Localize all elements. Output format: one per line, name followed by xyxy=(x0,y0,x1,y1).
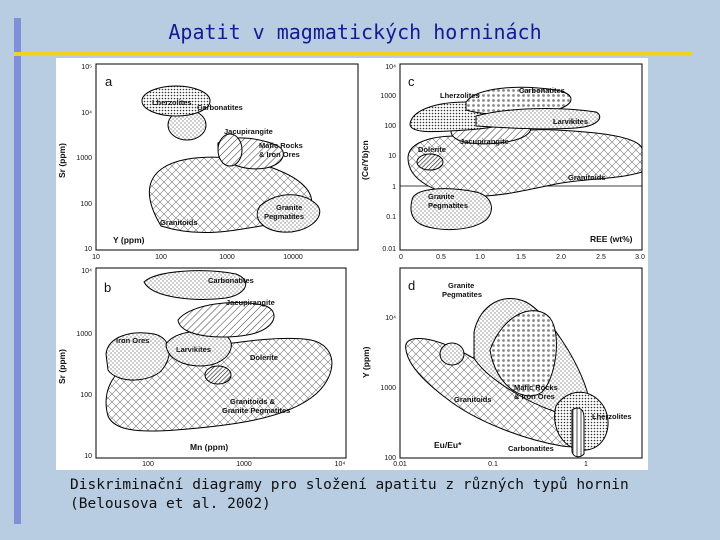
label-b-jacupirangite: Jacupirangite xyxy=(226,298,275,307)
tick-b-y-2: 100 xyxy=(80,392,92,399)
panel-c-y-label: (Ce/Yb)cn xyxy=(360,140,370,180)
label-c-carbonatites: Carbonatites xyxy=(519,86,565,95)
tick-d-y-0: 10⁴ xyxy=(385,315,396,322)
figure-caption xyxy=(70,476,690,514)
tick-c-y-3: 10 xyxy=(388,153,396,160)
left-accent-bar xyxy=(14,18,21,524)
tick-c-x-5: 2.5 xyxy=(596,254,606,261)
tick-d-x-1: 0.1 xyxy=(488,461,498,468)
label-d-granitoids: Granitoids xyxy=(454,395,492,404)
tick-c-y-1: 1000 xyxy=(380,93,396,100)
label-c-granite: Granite xyxy=(428,192,455,201)
tick-d-x-0: 0.01 xyxy=(393,461,407,468)
tick-c-y-5: 0.1 xyxy=(386,214,396,221)
tick-b-y-1: 1000 xyxy=(76,331,92,338)
tick-d-x-2: 1 xyxy=(584,461,588,468)
tick-c-x-4: 2.0 xyxy=(556,254,566,261)
panel-d-fields xyxy=(406,299,608,457)
tick-c-x-2: 1.0 xyxy=(475,254,485,261)
label-a-granite: Granite xyxy=(276,203,303,212)
panel-d-x-label: Eu/Eu* xyxy=(434,440,462,450)
label-c-lherzolites: Lherzolites xyxy=(440,91,480,100)
field-c-dolerite xyxy=(417,154,443,170)
panel-c xyxy=(360,64,645,261)
label-a-iron-ores: & Iron Ores xyxy=(259,150,300,159)
tick-b-x-2: 10⁴ xyxy=(334,461,346,468)
tick-a-y-3: 100 xyxy=(80,201,92,208)
panel-a-x-label: Y (ppm) xyxy=(113,235,145,245)
label-c-jacupirangite: Jacupirangite xyxy=(460,137,509,146)
field-b-dolerite xyxy=(205,366,231,384)
label-a-carbonatites: Carbonatites xyxy=(197,103,243,112)
panel-d xyxy=(361,268,642,468)
panel-c-letter: c xyxy=(408,74,415,89)
label-d-granite: Granite xyxy=(448,281,475,290)
panel-b-y-label: Sr (ppm) xyxy=(57,349,67,384)
title-underline xyxy=(14,52,692,56)
panel-a-y-label: Sr (ppm) xyxy=(57,143,67,178)
label-c-granitoids: Granitoids xyxy=(568,173,606,182)
label-a-lherzolites: Lherzolites xyxy=(152,98,192,107)
tick-a-y-4: 10 xyxy=(84,246,92,253)
field-d-carbonatites xyxy=(572,408,584,457)
tick-d-y-2: 100 xyxy=(384,455,396,462)
tick-a-x-2: 1000 xyxy=(219,254,235,261)
tick-c-x-3: 1.5 xyxy=(516,254,526,261)
tick-b-y-3: 10 xyxy=(84,453,92,460)
tick-a-y-0: 10⁵ xyxy=(81,64,92,71)
panel-b-x-label: Mn (ppm) xyxy=(190,442,229,452)
label-d-iron-ores: & Iron Ores xyxy=(514,392,555,401)
discrimination-diagrams-figure xyxy=(56,58,648,470)
panel-c-x-label: REE (wt%) xyxy=(590,234,633,244)
panel-b xyxy=(57,268,346,468)
label-d-lherzolites: Lherzolites xyxy=(592,412,632,421)
field-d-granite-pegmatites xyxy=(440,343,464,365)
tick-d-y-1: 1000 xyxy=(380,385,396,392)
label-d-mafic-rocks: Mafic Rocks xyxy=(514,383,558,392)
label-d-pegmatites: Pegmatites xyxy=(442,290,483,299)
label-a-mafic-rocks: Mafic Rocks xyxy=(259,141,303,150)
tick-b-y-0: 10⁴ xyxy=(81,268,92,275)
label-b-dolerite: Dolerite xyxy=(250,353,278,362)
field-a-jacupirangite xyxy=(218,134,242,166)
slide-title: Apatit v magmatických horninách xyxy=(168,20,542,44)
label-c-pegmatites: Pegmatites xyxy=(428,201,469,210)
label-c-larvikites: Larvikites xyxy=(553,117,589,126)
tick-a-x-3: 10000 xyxy=(283,254,303,261)
panel-a xyxy=(57,64,358,261)
tick-b-x-1: 1000 xyxy=(236,461,252,468)
panel-d-y-label: Y (ppm) xyxy=(361,346,371,378)
label-b-granitoids: Granitoids & xyxy=(230,397,276,406)
label-b-iron-ores: Iron Ores xyxy=(116,336,150,345)
label-b-carbonatites: Carbonatites xyxy=(208,276,254,285)
label-b-larvikites: Larvikites xyxy=(176,345,212,354)
caption-line-2: (Belousova et al. 2002) xyxy=(70,496,271,512)
tick-c-y-2: 100 xyxy=(384,123,396,130)
caption-line-1: Diskriminační diagramy pro složení apatitu z různých typů hornin xyxy=(70,477,629,493)
tick-c-x-6: 3.0 xyxy=(635,254,645,261)
tick-a-y-1: 10⁴ xyxy=(81,110,92,117)
label-a-pegmatites: Pegmatites xyxy=(264,212,305,221)
tick-b-x-0: 100 xyxy=(142,461,154,468)
tick-c-x-0: 0 xyxy=(399,254,403,261)
panel-d-letter: d xyxy=(408,278,416,293)
label-a-jacupirangite: Jacupirangite xyxy=(224,127,273,136)
tick-a-x-0: 10 xyxy=(92,254,100,261)
tick-c-y-0: 10⁴ xyxy=(385,64,396,71)
panel-a-letter: a xyxy=(105,74,113,89)
label-d-carbonatites: Carbonatites xyxy=(508,444,554,453)
label-b-granite-pegmatites: Granite Pegmatites xyxy=(222,406,291,415)
label-a-granitoids: Granitoids xyxy=(160,218,198,227)
tick-c-x-1: 0.5 xyxy=(436,254,446,261)
tick-c-y-6: 0.01 xyxy=(382,246,396,253)
panel-b-letter: b xyxy=(104,280,112,295)
panel-b-fields xyxy=(106,271,332,431)
tick-a-x-1: 100 xyxy=(155,254,167,261)
diagrams-svg xyxy=(56,58,648,470)
tick-a-y-2: 1000 xyxy=(76,155,92,162)
tick-c-y-4: 1 xyxy=(392,184,396,191)
field-b-jacupirangite xyxy=(178,302,274,337)
label-c-dolerite: Dolerite xyxy=(418,145,446,154)
